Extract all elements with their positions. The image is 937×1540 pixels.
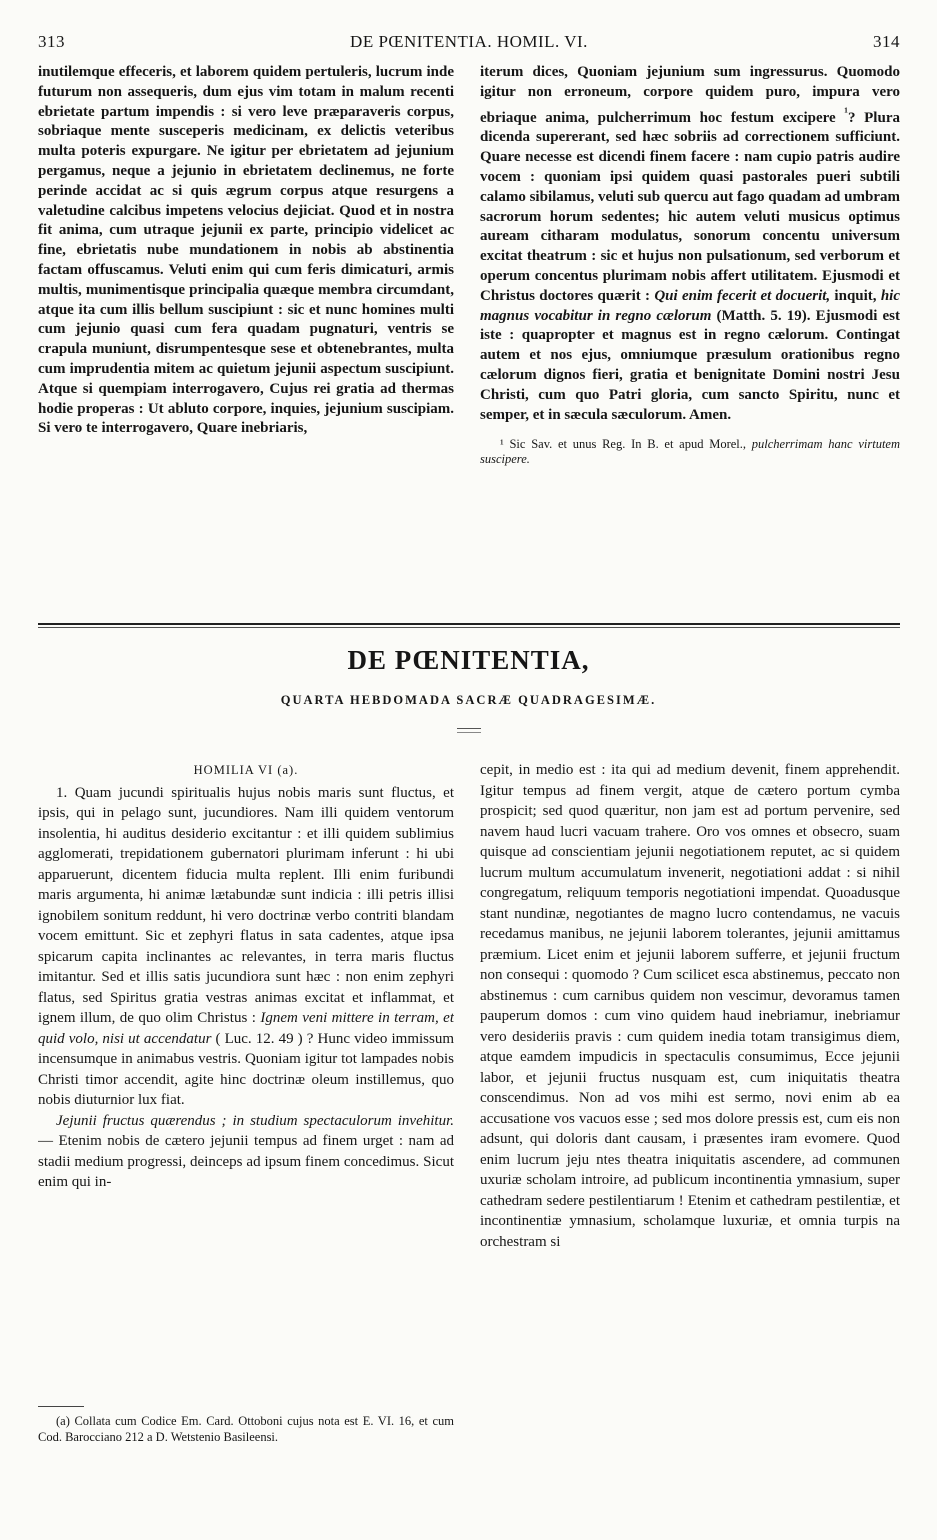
- homily-heading: HOMILIA VI (a).: [193, 763, 299, 777]
- section-divider-thin: [38, 627, 900, 628]
- scripture-quote-luke: Ignem veni mittere in terram, et quid volo, nisi ut accendatur: [38, 1010, 454, 1047]
- top-left-text: inutilemque effeceris, et laborem quidem pertuleris, lucrum inde futurum non assequeris, dum ejus vim totam in malum recenti ebrietate partum impendis : si vero leve præparaveris corpus, sobriaque mente susceperis medicinam, ex delictis veteribus multa poteris expurgare. Ne igitur per ebrietatem ad jejunium pergamus, neque a jejunio in ebrietatem declinemus, ne forte perinde accidat ac si quis ægrum corpus atque resurgens a valetudine calcibus impetens velocius dejiciat. Quod et in nostra fit anima, cum utraque jejunii ex parte, principio videlicet ac fine, ebrietatis nube mundationem in nobis ab abstinentia factam offuscamus. Veluti enim qui cum feris dimicaturi, armis multis, munimentisque principalia quæque membra circumdant, atque ita cum illis bellum suscipiunt : sic et nunc homines multi cum jejunio quasi cum fera quadam pugnaturi, ventris se crapula muniunt, disrumpentesque sese et obtenebrantes, multa cum imprudentia mitem ac quietum jejunii aspectum suscipiunt. Atque si quempiam interrogavero, Cujus rei gratia ad thermas hodie properas : Ut abluto corpore, inquies, jejunium suscipiam. Si vero te interrogavero, Quare inebriaris,: [38, 64, 454, 437]
- page-number-left: 313: [38, 32, 65, 51]
- footnote-rule: [38, 1406, 84, 1407]
- footnote-bottom: (a) Collata cum Codice Em. Card. Ottoboni cujus nota est E. VI. 16, et cum Cod. Barocciano 212 a D. Wetstenio Basileensi.: [38, 1414, 454, 1444]
- section-subtitle: QUARTA HEBDOMADA SACRÆ QUADRAGESIMÆ.: [280, 693, 657, 707]
- top-right-column: [480, 63, 900, 611]
- scripture-reference-luke: ( Luc. 12. 49 ): [211, 1030, 303, 1047]
- footnote-marker: ¹: [844, 104, 849, 119]
- homily-paragraph-1: 1. Quam jucundi spiritualis hujus nobis maris sunt fluctus, et ipsis, qui in pelago sunt, jucundiores. Nam illi quidem ventorum insolentia, hi auditus desiderio excitantur : et illi quidem sublimius agglomerati, trepidationem gubernatori plurimam inferunt : hi ubi apparuerunt, dicentem fiducia multa replent. Illi enim furibundi maris argumenta, hi animæ lætabundæ sunt indicia : illi petris illisi ignobilem sonitum reddunt, hi vero doctrinæ verbo contriti blandam vocem emittunt. Sic et zephyri flatus in sata cadentes, atque ipsa spicarum capita inclinantes ac relevantes, in terra maris fluctus imitantur. Sed et illis satis jucundiora sunt hæc : non enim zephyri flatus, sed Spiritus gratia vestras animas excitat et inflammat, et ignem illum, de quo olim Christus : Ignem veni mittere in terram, et quid volo, nisi ut accendatur ( Luc. 12. 49 ) ? Hunc video immissum incensumque in animabus vestris. Quoniam igitur tot lampades nobis Christi timor accendit, agite hinc doctrinæ oleum instillemus, quo nobis diuturnior lux fiat.: [38, 784, 454, 1108]
- scripture-reference: (Matth. 5. 19): [711, 307, 807, 324]
- section-divider: [38, 623, 900, 625]
- homily-paragraph-2: Jejunii fructus quærendus ; in studium spectaculorum invehitur. — Etenim nobis de cætero jejunii tempus ad finem urget : nam ad stadii medium progressi, deinceps ad ipsum finem concedimus. Sicut enim qui in-: [38, 1112, 454, 1190]
- footnote-top: ¹ Sic Sav. et unus Reg. In B. et apud Morel., pulcherrimam hanc virtutem suscipere.: [480, 437, 900, 467]
- bottom-right-column: [480, 760, 900, 1530]
- page-number-right: 314: [873, 32, 900, 51]
- running-title: DE PŒNITENTIA. HOMIL. VI.: [350, 32, 588, 51]
- top-left-column: [38, 63, 454, 611]
- top-right-text: iterum dices, Quoniam jejunium sum ingressurus. Quomodo igitur non erroneum, corpore quidem puro, impura vero ebriaque anima, pulcherrimum hoc festum excipere $^{^1}$? Plura dicenda supererant, sed hæc sobriis ad correctionem sufficiunt. Quare necesse est dicendi finem facere : nam cupio patris audire vocem : quoniam ipsi quidem quasi pastorales pueri subtili calamo sibilamus, veluti sub quercu aut fago quadam ad umbram sacrorum horum sedentes; hic autem veluti musicus optimus auream citharam modulatus, sonorum concentu universum excitat theatrum : sic et hujus non pulsationum, sed verborum et operum concentus plurimam nobis affert utilitatem. Ejusmodi et Christus doctores quærit : Qui enim fecerit et docuerit, inquit, hic magnus vocabitur in regno cælorum (Matth. 5. 19). Ejusmodi est iste : quapropter et magnus est in regno cælorum. Contingat autem et nos ejus, omniumque præsulum orationibus regno cælorum dignos fieri, gratia et benignitate Domini nostri Jesu Christi, cum quo Patri gloria, cum sancto Spiritu, nunc et semper, et in sæcula sæculorum. Amen.: [480, 64, 900, 423]
- ornament-divider: [457, 728, 481, 733]
- bottom-left-column: [38, 760, 454, 1370]
- homily-continuation: cepit, in medio est : ita qui ad medium devenit, finem apprehendit. Igitur tempus ad finem vergit, atque de cætero portum cymba prospicit; sed quod quæritur, non jam est ad portum pervenire, sed navem haud lucri vacuam trahere. Oro vos omnes et obsecro, suam quisque ad conscientiam jejunii negotiationem reputet, ac si quidem lucrum multum accumulatum invenerit, negotiationi addat : si nihil congregatum, reliquum temporis negotiationi impendat. Quoadusque stant nundinæ, negotiantes de magno lucro contendamus, ne vacuis recedamus manibus, ne jejunii laborem tolerantes, jejunii amittamus præmium. Licet enim et jejunii laborem sufferre, et jejunii fructum non consequi : quomodo ? Cum scilicet esca abstinemus, peccato non abstinemus : cum carnibus quidem non vescimur, devoramus tamen pauperum domos : cum vino quidem haud inebriamur, inebriamur vero desideriis pravis : cum quidem inedia totam transigimus diem, atque eamdem impudicis in spectaculis consumimus, Ecce jejunii labor, et jejunii fructus nusquam est, cum iniquitatis theatra conscendimus. Non ad vos mihi est sermo, novi enim ab ea accusatione vos vacuos esse ; sed mos dolore pressis est, cum eis non adsunt, qui doloris dant causam, i præsentes iram evomere. Quod enim lucrum jeju ntes theatra iniquitatis ascendere, ad communen uxuriæ scholam introire, ad publicum incontinentia ymnasium, super cathedram sedere pestilentiarum ! Etenim et cathedram pestilentiæ, et incontinentiæ ymnasium, scholamque luxuriæ, et omnia turpis na orchestram si: [480, 762, 900, 1250]
- section-title: DE PŒNITENTIA,: [347, 645, 590, 675]
- running-head: [38, 32, 900, 56]
- scripture-quote-2: hic magnus vocabitur in regno cælorum: [480, 287, 900, 324]
- scripture-quote: Qui enim fecerit et docuerit,: [654, 287, 831, 304]
- marginal-heading: Jejunii fructus quærendus ; in studium spectaculorum invehitur.: [56, 1112, 454, 1129]
